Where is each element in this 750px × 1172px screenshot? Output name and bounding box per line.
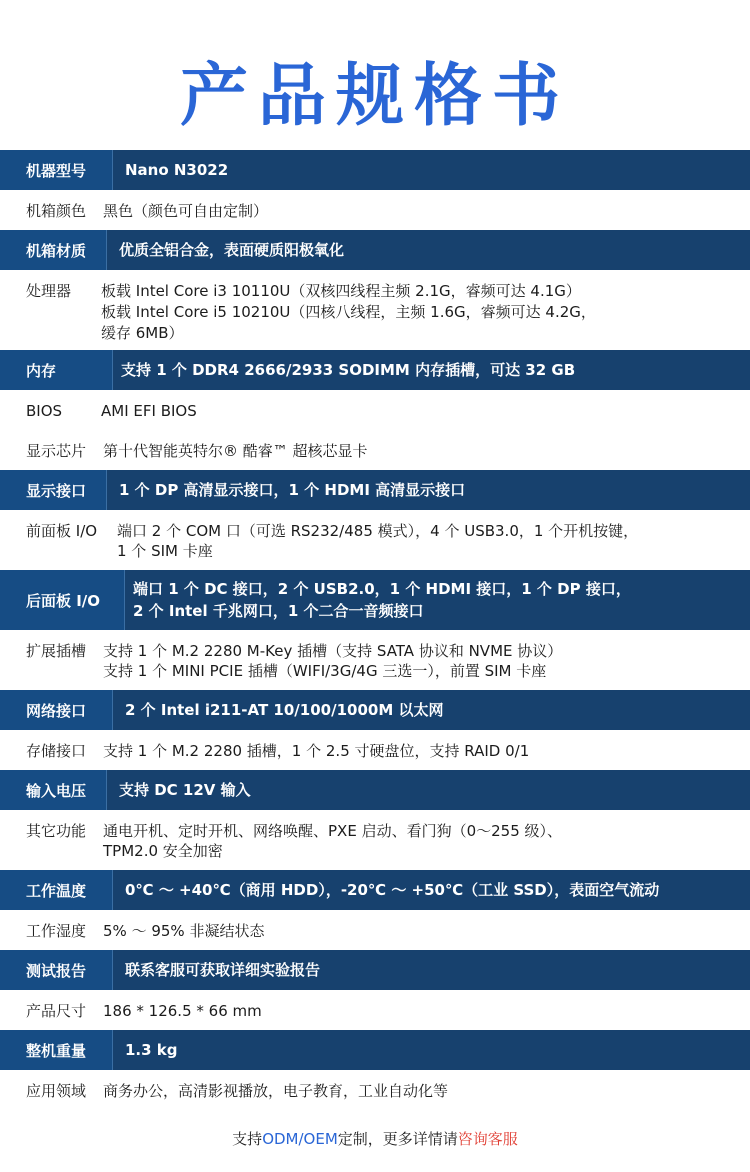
spec-label: 输入电压 bbox=[0, 770, 106, 810]
spec-label: 内存 bbox=[0, 350, 112, 390]
spec-value bbox=[106, 470, 750, 510]
footer-middle: 定制，更多详情请 bbox=[337, 1130, 458, 1148]
spec-value-line: 缓存 6MB） bbox=[101, 324, 184, 342]
spec-value-line: 支持 DC 12V 输入 bbox=[119, 781, 251, 799]
spec-label: 存储接口 bbox=[26, 742, 87, 760]
spec-value bbox=[112, 1030, 750, 1070]
spec-label: 扩展插槽 bbox=[26, 642, 87, 660]
spec-value bbox=[112, 870, 750, 910]
spec-value bbox=[106, 230, 750, 270]
spec-label: 后面板 I/O bbox=[0, 570, 124, 630]
spec-value bbox=[106, 770, 750, 810]
spec-value-line: 板载 Intel Core i3 10110U（双核四线程主频 2.1G，睿频可达 4.1G） bbox=[101, 282, 581, 300]
spec-value bbox=[112, 690, 750, 730]
spec-row-temperature bbox=[0, 870, 750, 910]
spec-row-memory bbox=[0, 350, 750, 390]
spec-row-humidity bbox=[0, 910, 750, 950]
spec-row-test-report bbox=[0, 950, 750, 990]
spec-label: 显示接口 bbox=[0, 470, 106, 510]
spec-row-model bbox=[0, 150, 750, 190]
spec-value-line: 支持 1 个 M.2 2280 M-Key 插槽（支持 SATA 协议和 NVME 协议） bbox=[103, 642, 563, 660]
spec-value-line: AMI EFI BIOS bbox=[101, 402, 197, 420]
spec-row-graphics bbox=[0, 430, 750, 470]
footer-note bbox=[0, 1128, 750, 1149]
spec-value-line: Nano N3022 bbox=[125, 161, 229, 179]
footer-odm-oem: ODM/OEM bbox=[262, 1130, 338, 1148]
spec-row-expansion bbox=[0, 630, 750, 690]
spec-value-line: 黑色（颜色可自由定制） bbox=[103, 202, 269, 220]
spec-value-line: 通电开机、定时开机、网络唤醒、PXE 启动、看门狗（0～255 级）、 bbox=[103, 822, 563, 840]
spec-value-line: 2 个 Intel i211-AT 10/100/1000M 以太网 bbox=[125, 701, 444, 719]
spec-value-line: 2 个 Intel 千兆网口，1 个二合一音频接口 bbox=[133, 602, 424, 620]
spec-label: 其它功能 bbox=[26, 822, 87, 840]
spec-value bbox=[124, 570, 750, 630]
spec-label: 前面板 I/O bbox=[26, 522, 98, 540]
spec-value bbox=[112, 950, 750, 990]
spec-label: 工作温度 bbox=[0, 870, 112, 910]
spec-value bbox=[112, 150, 750, 190]
spec-value-line: 优质全铝合金，表面硬质阳极氧化 bbox=[119, 241, 345, 259]
spec-value-line: 端口 1 个 DC 接口，2 个 USB2.0，1 个 HDMI 接口，1 个 DP 接口， bbox=[133, 580, 631, 598]
spec-row-power bbox=[0, 770, 750, 810]
spec-label: 显示芯片 bbox=[26, 442, 87, 460]
spec-label: 处理器 bbox=[26, 282, 72, 300]
spec-value-line: 端口 2 个 COM 口（可选 RS232/485 模式），4 个 USB3.0，1 个开机按键， bbox=[117, 522, 639, 540]
spec-label: 机箱材质 bbox=[0, 230, 106, 270]
spec-value-line: 186 * 126.5 * 66 mm bbox=[103, 1002, 262, 1020]
contact-support-link[interactable]: 咨询客服 bbox=[457, 1130, 518, 1148]
spec-row-cpu bbox=[0, 270, 750, 350]
spec-row-material bbox=[0, 230, 750, 270]
spec-value-line: 支持 1 个 M.2 2280 插槽，1 个 2.5 寸硬盘位，支持 RAID 0/1 bbox=[103, 742, 530, 760]
spec-label: BIOS bbox=[26, 402, 63, 420]
spec-row-bios bbox=[0, 390, 750, 430]
spec-row-other bbox=[0, 810, 750, 870]
spec-row-weight bbox=[0, 1030, 750, 1070]
spec-value-line: 商务办公，高清影视播放，电子教育，工业自动化等 bbox=[103, 1082, 449, 1100]
spec-value-line: 第十代智能英特尔® 酷睿™ 超核芯显卡 bbox=[103, 442, 368, 460]
footer-prefix: 支持 bbox=[232, 1130, 263, 1148]
spec-value-line: 支持 1 个 MINI PCIE 插槽（WIFI/3G/4G 三选一），前置 SIM 卡座 bbox=[103, 662, 547, 680]
spec-value-line: 1 个 DP 高清显示接口，1 个 HDMI 高清显示接口 bbox=[119, 481, 466, 499]
spec-label: 产品尺寸 bbox=[26, 1002, 87, 1020]
page-title: 产品规格书 bbox=[179, 57, 570, 136]
spec-label: 测试报告 bbox=[0, 950, 112, 990]
spec-label: 机器型号 bbox=[0, 150, 112, 190]
spec-row-front-io bbox=[0, 510, 750, 570]
spec-row-color bbox=[0, 190, 750, 230]
spec-label: 工作湿度 bbox=[26, 922, 87, 940]
spec-value-line: 1 个 SIM 卡座 bbox=[117, 542, 213, 560]
spec-label: 整机重量 bbox=[0, 1030, 112, 1070]
spec-row-display bbox=[0, 470, 750, 510]
spec-row-storage bbox=[0, 730, 750, 770]
spec-value-line: 0℃ ～ +40℃（商用 HDD），-20℃ ～ +50℃（工业 SSD），表面空气流动 bbox=[125, 881, 660, 899]
spec-row-rear-io bbox=[0, 570, 750, 630]
spec-row-applications bbox=[0, 1070, 750, 1110]
spec-value-line: 5% ～ 95% 非凝结状态 bbox=[103, 922, 265, 940]
spec-row-network bbox=[0, 690, 750, 730]
spec-value-line: 联系客服可获取详细实验报告 bbox=[125, 961, 321, 979]
spec-value-line: 1.3 kg bbox=[125, 1041, 178, 1059]
spec-value bbox=[112, 350, 750, 390]
spec-label: 网络接口 bbox=[0, 690, 112, 730]
spec-row-dimensions bbox=[0, 990, 750, 1030]
spec-label: 机箱颜色 bbox=[26, 202, 87, 220]
spec-label: 应用领域 bbox=[26, 1082, 87, 1100]
spec-value-line: TPM2.0 安全加密 bbox=[103, 842, 223, 860]
spec-value-line: 支持 1 个 DDR4 2666/2933 SODIMM 内存插槽，可达 32 GB bbox=[121, 361, 576, 379]
spec-value-line: 板载 Intel Core i5 10210U（四核八线程，主频 1.6G，睿频可达 4.2G， bbox=[101, 303, 596, 321]
